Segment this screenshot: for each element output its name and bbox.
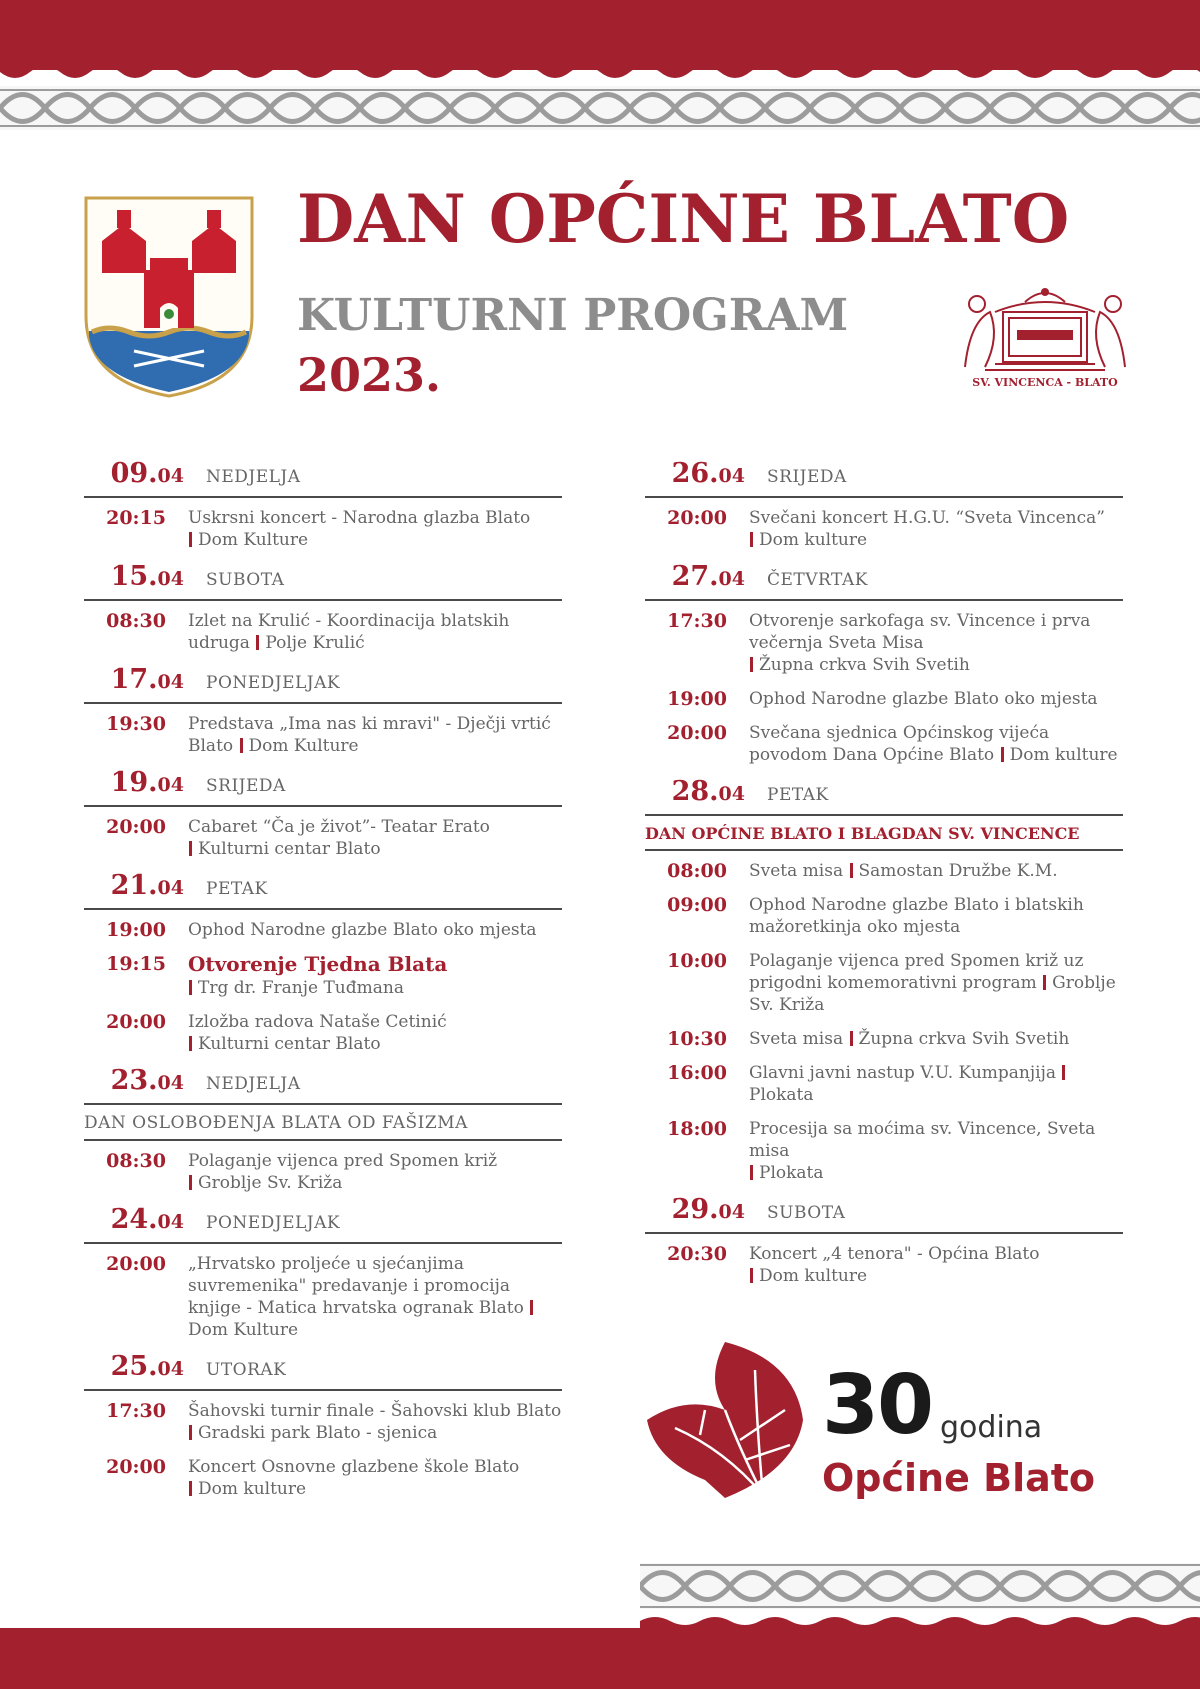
right-schedule-column	[645, 458, 1123, 1297]
event-row: 08:30 Polaganje vijenca pred Spomen križ Groblje Sv. Križa	[106, 1150, 498, 1193]
event-row: 19:00 Ophod Narodne glazbe Blato oko mjesta	[667, 688, 1098, 710]
day-date: 28.04	[671, 776, 745, 807]
event-row: 20:00 Izložba radova Nataše Cetinić Kulturni centar Blato	[106, 1011, 447, 1054]
day-block	[84, 870, 562, 1055]
special-day-title: DAN OPĆINE BLATO I BLAGDAN SV. VINCENCE	[645, 816, 1123, 851]
day-weekday: SRIJEDA	[206, 776, 286, 796]
left-schedule-column	[84, 458, 562, 1510]
day-block	[645, 458, 1123, 551]
bottom-braid-ornament	[640, 1555, 1200, 1631]
day-block	[84, 561, 562, 654]
day-date: 19.04	[110, 767, 184, 798]
event-row: 16:00 Glavni javni nastup V.U. Kumpanjija Plokata	[645, 1050, 1123, 1106]
day-date: 09.04	[110, 458, 184, 489]
program-year: 2023.	[297, 348, 442, 402]
event-row: 19:00 Ophod Narodne glazbe Blato oko mjesta	[106, 919, 537, 941]
top-braid-ornament	[0, 68, 1200, 138]
day-block	[645, 561, 1123, 766]
event-row: 20:30 Koncert „4 tenora" - Općina Blato Dom kulture	[667, 1243, 1040, 1286]
event-row: 17:30 Šahovski turnir finale - Šahovski klub Blato Gradski park Blato - sjenica	[106, 1400, 562, 1443]
coat-of-arms-icon	[84, 196, 254, 398]
day-date: 23.04	[110, 1065, 184, 1096]
day-weekday: SUBOTA	[767, 1203, 846, 1223]
day-weekday: ČETVRTAK	[767, 570, 868, 590]
event-row: 20:00 Svečana sjednica Općinskog vijeća povodom Dana Općine Blato Dom kulture	[667, 722, 1118, 765]
anniversary-name: Općine Blato	[822, 1456, 1096, 1500]
day-weekday: NEDJELJA	[206, 467, 301, 487]
day-weekday: PETAK	[206, 879, 268, 899]
day-block	[84, 1065, 562, 1194]
event-row: 17:30 Otvorenje sarkofaga sv. Vincence i prva večernja Sveta Misa Župna crkva Svih Svetih	[667, 610, 1091, 675]
day-date: 24.04	[110, 1204, 184, 1235]
day-block	[645, 776, 1123, 1184]
day-date: 26.04	[671, 458, 745, 489]
day-weekday: SUBOTA	[206, 570, 285, 590]
event-row: 10:00 Polaganje vijenca pred Spomen križ uz prigodni komemorativni program Groblje Sv. Križa	[667, 950, 1116, 1015]
page-title: DAN OPĆINE BLATO	[297, 180, 1070, 258]
event-row: 20:00 „Hrvatsko proljeće u sjećanjima suvremenika" predavanje i promocija knjige - Matica hrvatska ogranak Blato Dom Kulture	[84, 1244, 562, 1341]
day-weekday: NEDJELJA	[206, 1074, 301, 1094]
day-block	[84, 458, 562, 551]
event-row: 08:00 Sveta misa Samostan Družbe K.M.	[667, 860, 1058, 882]
top-band	[0, 0, 1200, 70]
event-row: 10:30 Sveta misa Župna crkva Svih Svetih	[667, 1028, 1070, 1050]
page-subtitle: KULTURNI PROGRAM	[297, 290, 849, 341]
day-date: 27.04	[671, 561, 745, 592]
day-weekday: PONEDJELJAK	[206, 673, 341, 693]
leaf-logo-icon	[645, 1340, 805, 1500]
event-row: 20:00 Cabaret “Ča je život”- Teatar Erato Kulturni centar Blato	[106, 816, 490, 859]
event-row: 19:15 Otvorenje Tjedna Blata Trg dr. Franje Tuđmana	[106, 952, 448, 998]
event-row: 08:30 Izlet na Krulić - Koordinacija blatskih udruga Polje Krulić	[106, 610, 510, 653]
day-block	[84, 767, 562, 860]
event-row: 09:00 Ophod Narodne glazbe Blato i blatskih mažoretkinja oko mjesta	[667, 894, 1084, 937]
event-row: 20:15 Uskrsni koncert - Narodna glazba Blato Dom Kulture	[106, 507, 531, 550]
anniversary-number: 30	[822, 1358, 933, 1453]
day-date: 15.04	[110, 561, 184, 592]
day-date: 21.04	[110, 870, 184, 901]
event-row: 20:00 Koncert Osnovne glazbene škole Blato Dom kulture	[106, 1456, 520, 1499]
event-row: 19:30 Predstava „Ima nas ki mravi" - Dječji vrtić Blato Dom Kulture	[106, 713, 551, 756]
day-block	[84, 1204, 562, 1341]
day-date: 17.04	[110, 664, 184, 695]
anniversary-word: godina	[940, 1410, 1043, 1445]
day-date: 29.04	[671, 1194, 745, 1225]
day-weekday: SRIJEDA	[767, 467, 847, 487]
event-row: 20:00 Svečani koncert H.G.U. “Sveta Vincenca” Dom kulture	[667, 507, 1105, 550]
day-weekday: PETAK	[767, 785, 829, 805]
day-block	[645, 1194, 1123, 1287]
emblem-caption: SV. VINCENCA - BLATO	[972, 376, 1118, 389]
bottom-band	[0, 1628, 1200, 1689]
event-row: 18:00 Procesija sa moćima sv. Vincence, Sveta misa Plokata	[667, 1118, 1096, 1183]
day-weekday: PONEDJELJAK	[206, 1213, 341, 1233]
day-date: 25.04	[110, 1351, 184, 1382]
special-day-title: DAN OSLOBOĐENJA BLATA OD FAŠIZMA	[84, 1105, 562, 1141]
day-weekday: UTORAK	[206, 1360, 287, 1380]
day-block	[84, 1351, 562, 1500]
day-block	[84, 664, 562, 757]
